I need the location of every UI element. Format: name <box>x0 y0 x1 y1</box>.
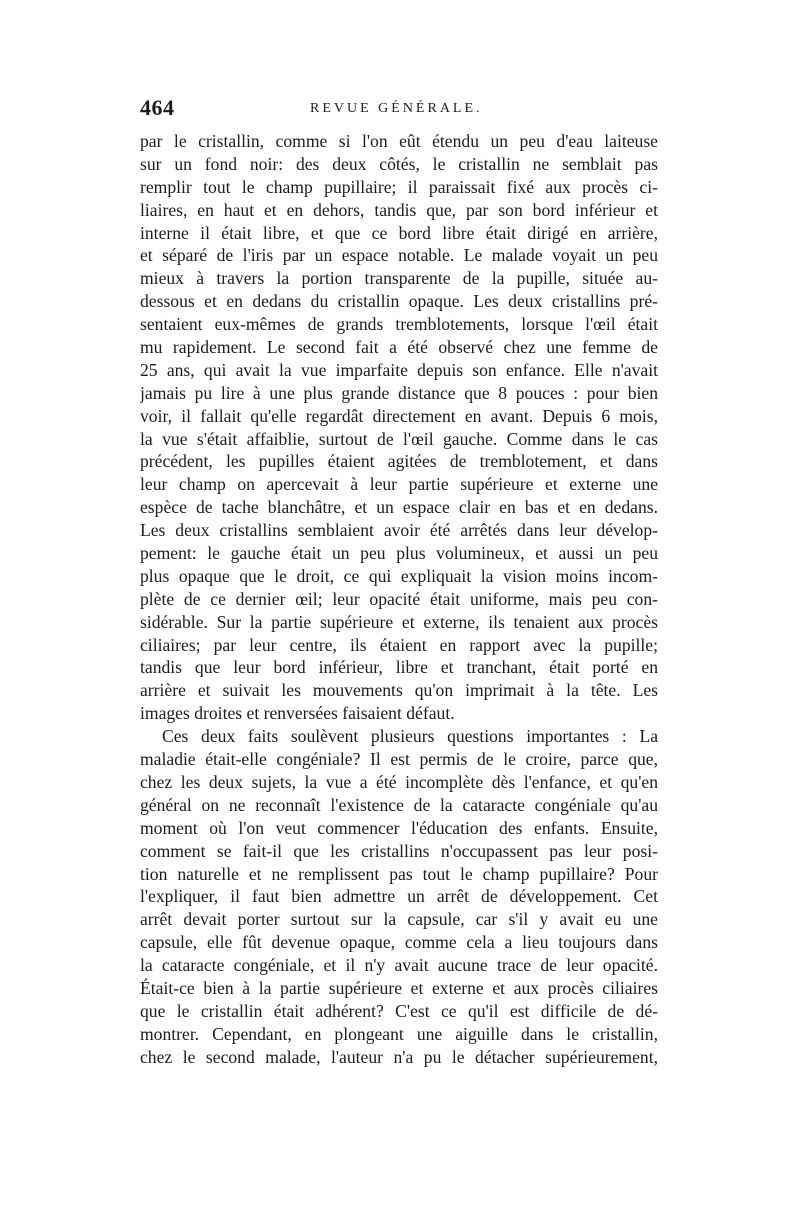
text-line: la cataracte congéniale, et il n'y avait aucune trace de leur opacité. <box>140 955 658 976</box>
text-line: maladie était-elle congéniale? Il est permis de le croire, parce que, <box>140 749 658 770</box>
text-line: tion naturelle et ne remplissent pas tout le champ pupillaire? Pour <box>140 863 658 884</box>
text-line: Ces deux faits soulèvent plusieurs questions importantes : La <box>162 726 658 747</box>
text-line: mieux à travers la portion transparente de la pupille, située au- <box>140 268 658 289</box>
text-line: et séparé de l'iris par un espace notable. Le malade voyait un peu <box>140 245 658 266</box>
text-line: montrer. Cependant, en plongeant une aiguille dans le cristallin, <box>140 1023 658 1044</box>
text-line: ciliaires; par leur centre, ils étaient en rapport avec la pupille; <box>140 634 658 655</box>
text-line: remplir tout le champ pupillaire; il paraissait fixé aux procès ci- <box>140 176 658 197</box>
text-line: l'expliquer, il faut bien admettre un arrêt de développement. Cet <box>140 886 658 907</box>
text-line: Les deux cristallins semblaient avoir été arrêtés dans leur dévelop- <box>140 520 658 541</box>
text-line: par le cristallin, comme si l'on eût étendu un peu d'eau laiteuse <box>140 131 658 151</box>
text-line: liaires, en haut et en dehors, tandis que, par son bord inférieur et <box>140 199 658 220</box>
text-line: précédent, les pupilles étaient agitées de tremblotement, et dans <box>140 451 658 472</box>
text-line: général on ne reconnaît l'existence de la cataracte congéniale qu'au <box>140 794 658 815</box>
page-number: 464 <box>140 95 175 120</box>
text-line: dessous et en dedans du cristallin opaque. Les deux cristallins pré- <box>140 291 658 312</box>
text-line: chez les deux sujets, la vue a été incomplète dès l'enfance, et qu'en <box>140 771 658 792</box>
text-line: sur un fond noir: des deux côtés, le cristallin ne semblait pas <box>140 153 658 174</box>
text-line: voir, il fallait qu'elle regardât directement en avant. Depuis 6 mois, <box>140 405 658 426</box>
text-line: espèce de tache blanchâtre, et un espace clair en bas et en dedans. <box>140 497 658 518</box>
text-line: capsule, elle fût devenue opaque, comme cela a lieu toujours dans <box>140 932 658 953</box>
body-text <box>140 130 658 1069</box>
text-line: sidérable. Sur la partie supérieure et externe, ils tenaient aux procès <box>140 611 658 632</box>
text-line: plète de ce dernier œil; leur opacité était uniforme, mais peu con- <box>140 588 658 609</box>
text-line: mu rapidement. Le second fait a été observé chez une femme de <box>140 337 658 358</box>
text-line: sentaient eux-mêmes de grands tremblotements, lorsque l'œil était <box>140 314 658 335</box>
text-line: Était-ce bien à la partie supérieure et externe et aux procès ciliaires <box>140 977 658 998</box>
text-line: arrêt devait porter surtout sur la capsule, car s'il y avait eu une <box>140 909 658 930</box>
text-line: moment où l'on veut commencer l'éducation des enfants. Ensuite, <box>140 817 658 838</box>
text-line: tandis que leur bord inférieur, libre et tranchant, était porté en <box>140 657 658 678</box>
text-line: que le cristallin était adhérent? C'est ce qu'il est difficile de dé- <box>140 1000 658 1021</box>
running-head: REVUE GÉNÉRALE. <box>310 101 483 116</box>
text-line: leur champ on apercevait à leur partie supérieure et externe une <box>140 474 658 495</box>
text-line: 25 ans, qui avait la vue imparfaite depuis son enfance. Elle n'avait <box>140 359 658 380</box>
text-line: comment se fait-il que les cristallins n'occupassent pas leur posi- <box>140 840 658 861</box>
text-line: images droites et renversées faisaient défaut. <box>140 703 455 724</box>
text-line: arrière et suivait les mouvements qu'on imprimait à la tête. Les <box>140 680 658 701</box>
text-line: pement: le gauche était un peu plus volumineux, et aussi un peu <box>140 543 658 564</box>
text-line: interne il était libre, et que ce bord libre était dirigé en arrière, <box>140 222 658 243</box>
text-line: jamais pu lire à une plus grande distance que 8 pouces : pour bien <box>140 382 658 403</box>
text-line: chez le second malade, l'auteur n'a pu le détacher supérieurement, <box>140 1046 658 1067</box>
text-line: plus opaque que le droit, ce qui expliquait la vision moins incom- <box>140 565 658 586</box>
page-header <box>140 95 660 121</box>
text-line: la vue s'était affaiblie, surtout de l'œil gauche. Comme dans le cas <box>140 428 658 449</box>
